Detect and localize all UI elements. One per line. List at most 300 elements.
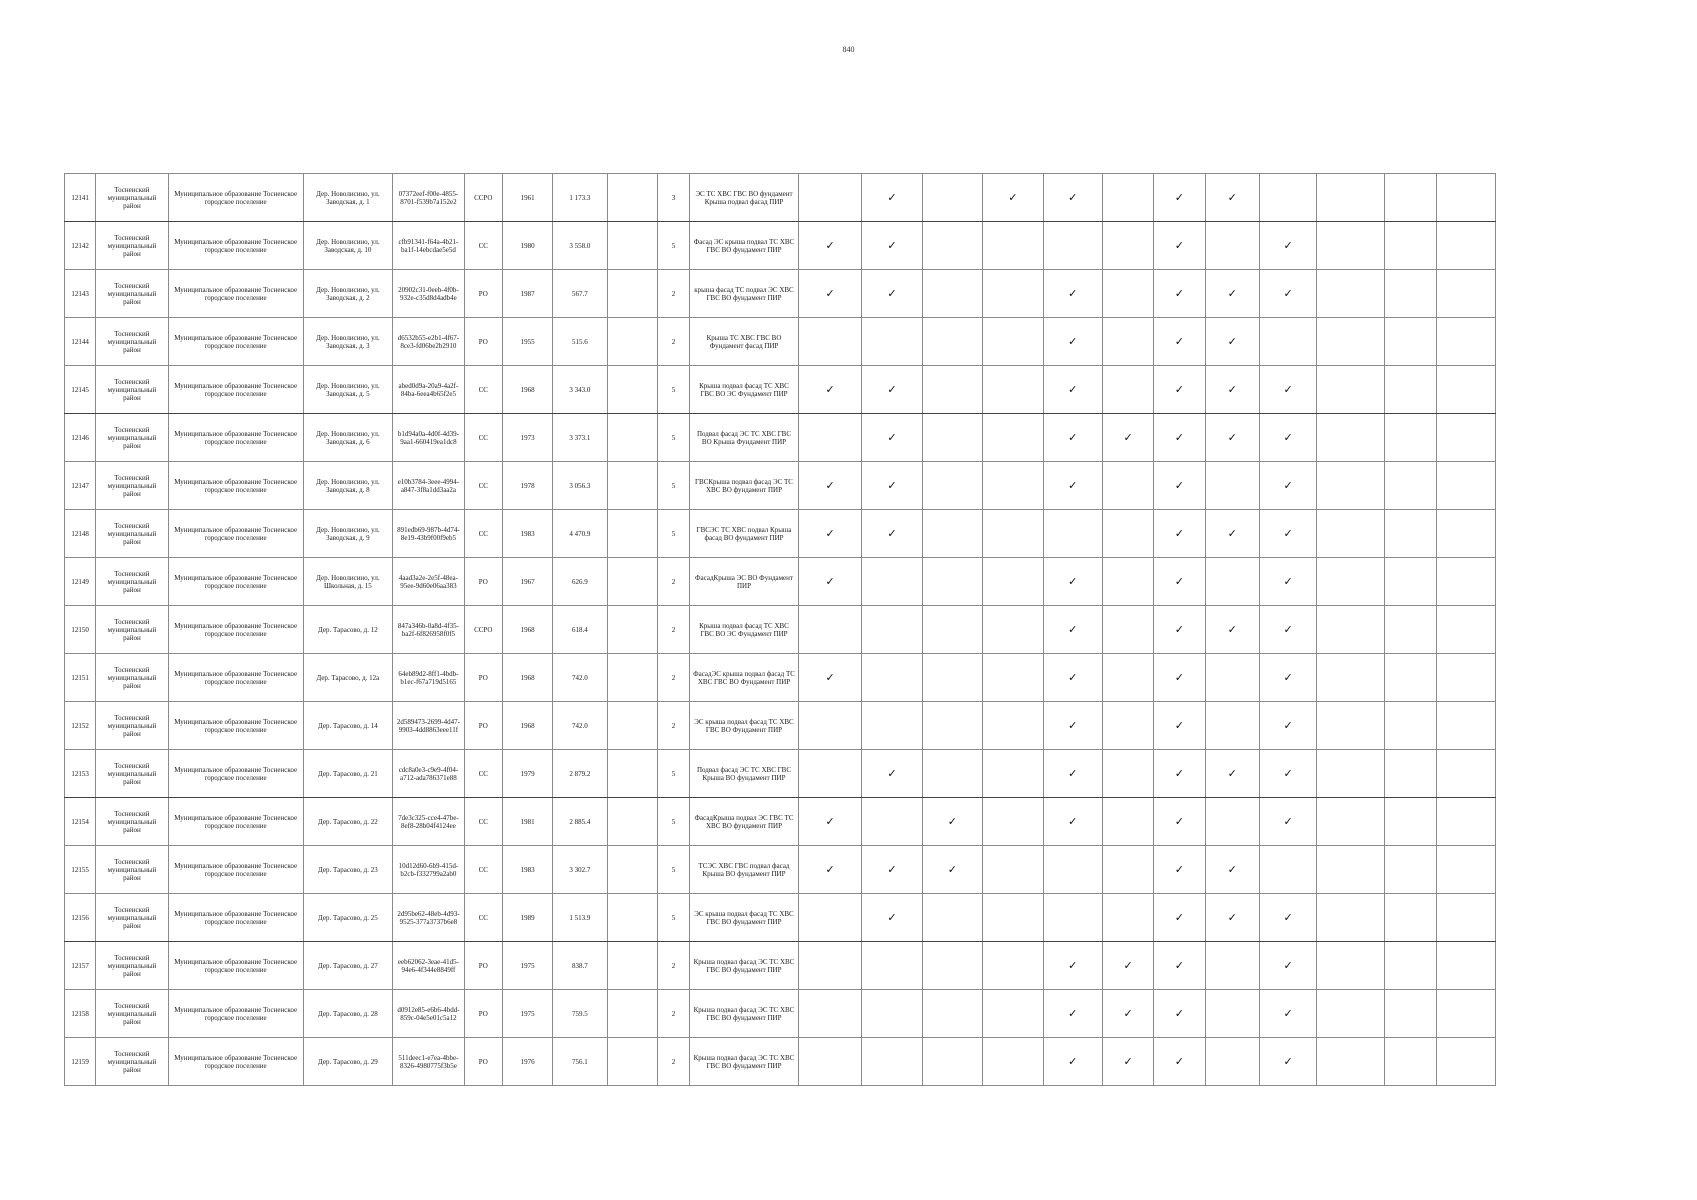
wall-material-cell: СС (464, 366, 502, 414)
table-row (65, 894, 1545, 942)
checkmark-icon: ✓ (1154, 654, 1205, 702)
row-number: 12157 (65, 942, 96, 990)
year-built-cell: 1980 (502, 222, 552, 270)
checkmark-icon: ✓ (862, 894, 922, 942)
district-cell: Тосненский муниципальный район (96, 846, 168, 894)
empty-check-cell (922, 654, 982, 702)
year-built-cell: 1981 (502, 798, 552, 846)
wall-material-cell: РО (464, 942, 502, 990)
address-cell: Дер. Тарасово, д. 28 (303, 990, 393, 1038)
empty-cell (607, 510, 657, 558)
empty-check-cell (922, 990, 982, 1038)
empty-check-cell (1205, 702, 1259, 750)
municipality-cell: Муниципальное образование Тосненское городское поселение (168, 1038, 303, 1086)
table-row (65, 462, 1545, 510)
floors-cell: 5 (657, 366, 689, 414)
empty-check-cell (798, 990, 861, 1038)
area-cell: 515.6 (553, 318, 607, 366)
table-row (65, 942, 1545, 990)
floors-cell: 2 (657, 654, 689, 702)
empty-check-cell (798, 894, 861, 942)
empty-check-cell (922, 894, 982, 942)
guid-cell: e10b3784-3eee-4994-a847-3f8a1dd3aa2a (393, 462, 464, 510)
empty-check-cell (1102, 894, 1153, 942)
empty-cell (607, 750, 657, 798)
municipality-cell: Муниципальное образование Тосненское городское поселение (168, 942, 303, 990)
empty-check-cell (1317, 990, 1384, 1038)
empty-check-cell (1384, 798, 1436, 846)
municipality-cell: Муниципальное образование Тосненское городское поселение (168, 222, 303, 270)
municipality-cell: Муниципальное образование Тосненское городское поселение (168, 654, 303, 702)
empty-check-cell (1043, 846, 1102, 894)
year-built-cell: 1979 (502, 750, 552, 798)
row-number: 12156 (65, 894, 96, 942)
empty-check-cell (1384, 174, 1436, 222)
guid-cell: 64eb89d2-8ff1-4bdb-b1ec-f67a719d5165 (393, 654, 464, 702)
empty-cell (607, 846, 657, 894)
empty-check-cell (1317, 366, 1384, 414)
table-row (65, 318, 1545, 366)
empty-check-cell (862, 654, 922, 702)
address-cell: Дер. Новолисино, ул. Школьная, д. 15 (303, 558, 393, 606)
row-number: 12146 (65, 414, 96, 462)
empty-check-cell (1102, 654, 1153, 702)
row-number: 12147 (65, 462, 96, 510)
district-cell: Тосненский муниципальный район (96, 798, 168, 846)
page-number: 840 (842, 45, 855, 54)
checkmark-icon: ✓ (983, 174, 1043, 222)
checkmark-icon: ✓ (1259, 1038, 1316, 1086)
floors-cell: 5 (657, 510, 689, 558)
district-cell: Тосненский муниципальный район (96, 654, 168, 702)
empty-check-cell (1437, 174, 1495, 222)
checkmark-icon: ✓ (1259, 654, 1316, 702)
checkmark-icon: ✓ (1154, 798, 1205, 846)
empty-check-cell (922, 318, 982, 366)
floors-cell: 2 (657, 270, 689, 318)
empty-check-cell (862, 558, 922, 606)
empty-cell (607, 894, 657, 942)
municipality-cell: Муниципальное образование Тосненское городское поселение (168, 318, 303, 366)
table-row (65, 654, 1545, 702)
wall-material-cell: СС (464, 462, 502, 510)
year-built-cell: 1968 (502, 606, 552, 654)
works-list-cell: крыша фасад ТС подвал ЭС ХВС ГВС ВО фундамент ПИР (690, 270, 799, 318)
empty-check-cell (1384, 990, 1436, 1038)
empty-check-cell (983, 270, 1043, 318)
empty-check-cell (1102, 846, 1153, 894)
checkmark-icon: ✓ (1259, 990, 1316, 1038)
checkmark-icon: ✓ (1102, 414, 1153, 462)
checkmark-icon: ✓ (1043, 942, 1102, 990)
address-cell: Дер. Новолисино, ул. Заводская, д. 2 (303, 270, 393, 318)
checkmark-icon: ✓ (1154, 318, 1205, 366)
checkmark-icon: ✓ (1043, 462, 1102, 510)
checkmark-icon: ✓ (798, 798, 861, 846)
address-cell: Дер. Новолисино, ул. Заводская, д. 1 (303, 174, 393, 222)
guid-cell: 2d95be62-48eb-4d93-9525-377a3737b6e8 (393, 894, 464, 942)
empty-check-cell (1437, 702, 1495, 750)
empty-check-cell (983, 990, 1043, 1038)
empty-check-cell (983, 606, 1043, 654)
empty-check-cell (1317, 318, 1384, 366)
municipality-cell: Муниципальное образование Тосненское городское поселение (168, 702, 303, 750)
empty-cell (607, 990, 657, 1038)
empty-check-cell (1437, 558, 1495, 606)
empty-check-cell (1437, 606, 1495, 654)
works-list-cell: ГВСЭС ТС ХВС подвал Крыша фасад ВО фундамент ПИР (690, 510, 799, 558)
year-built-cell: 1983 (502, 510, 552, 558)
year-built-cell: 1967 (502, 558, 552, 606)
checkmark-icon: ✓ (862, 222, 922, 270)
empty-check-cell (922, 702, 982, 750)
checkmark-icon: ✓ (1154, 1038, 1205, 1086)
district-cell: Тосненский муниципальный район (96, 318, 168, 366)
address-cell: Дер. Новолисино, ул. Заводская, д. 6 (303, 414, 393, 462)
empty-check-cell (1384, 414, 1436, 462)
table-row (65, 846, 1545, 894)
checkmark-icon: ✓ (1259, 942, 1316, 990)
empty-check-cell (798, 606, 861, 654)
address-cell: Дер. Тарасово, д. 22 (303, 798, 393, 846)
floors-cell: 3 (657, 174, 689, 222)
district-cell: Тосненский муниципальный район (96, 174, 168, 222)
empty-check-cell (1384, 846, 1436, 894)
empty-cell (607, 318, 657, 366)
year-built-cell: 1975 (502, 942, 552, 990)
floors-cell: 5 (657, 750, 689, 798)
checkmark-icon: ✓ (798, 846, 861, 894)
empty-check-cell (1205, 462, 1259, 510)
checkmark-icon: ✓ (1259, 894, 1316, 942)
area-cell: 838.7 (553, 942, 607, 990)
area-cell: 742.0 (553, 654, 607, 702)
row-number: 12149 (65, 558, 96, 606)
checkmark-icon: ✓ (1205, 750, 1259, 798)
row-number: 12155 (65, 846, 96, 894)
empty-check-cell (922, 510, 982, 558)
checkmark-icon: ✓ (1043, 798, 1102, 846)
empty-check-cell (1043, 510, 1102, 558)
empty-check-cell (922, 414, 982, 462)
empty-check-cell (983, 846, 1043, 894)
floors-cell: 2 (657, 990, 689, 1038)
address-cell: Дер. Тарасово, д. 21 (303, 750, 393, 798)
empty-check-cell (922, 462, 982, 510)
district-cell: Тосненский муниципальный район (96, 942, 168, 990)
wall-material-cell: СС (464, 510, 502, 558)
empty-check-cell (1384, 510, 1436, 558)
wall-material-cell: ССРО (464, 174, 502, 222)
floors-cell: 5 (657, 222, 689, 270)
checkmark-icon: ✓ (1154, 270, 1205, 318)
empty-check-cell (798, 414, 861, 462)
guid-cell: 511deec1-e7ea-4bbe-8326-4980775f3b5e (393, 1038, 464, 1086)
table-row (65, 798, 1545, 846)
guid-cell: 2d589473-2699-4d47-9903-4dd8863eee11f (393, 702, 464, 750)
empty-check-cell (1317, 846, 1384, 894)
empty-check-cell (1259, 174, 1316, 222)
empty-cell (607, 942, 657, 990)
district-cell: Тосненский муниципальный район (96, 270, 168, 318)
table-body (65, 174, 1545, 1086)
municipality-cell: Муниципальное образование Тосненское городское поселение (168, 462, 303, 510)
wall-material-cell: РО (464, 318, 502, 366)
guid-cell: cfb91341-f64a-4b21-ba1f-14ebcdae5e5d (393, 222, 464, 270)
checkmark-icon: ✓ (1205, 510, 1259, 558)
checkmark-icon: ✓ (1154, 990, 1205, 1038)
empty-check-cell (983, 558, 1043, 606)
checkmark-icon: ✓ (1154, 462, 1205, 510)
empty-check-cell (922, 942, 982, 990)
district-cell: Тосненский муниципальный район (96, 990, 168, 1038)
empty-check-cell (1205, 222, 1259, 270)
address-cell: Дер. Новолисино, ул. Заводская, д. 9 (303, 510, 393, 558)
empty-check-cell (1384, 462, 1436, 510)
empty-check-cell (1437, 510, 1495, 558)
housing-register-table (64, 173, 1545, 1086)
checkmark-icon: ✓ (1259, 462, 1316, 510)
empty-check-cell (1205, 798, 1259, 846)
floors-cell: 5 (657, 798, 689, 846)
checkmark-icon: ✓ (1154, 558, 1205, 606)
table-row (65, 1038, 1545, 1086)
checkmark-icon: ✓ (1259, 270, 1316, 318)
wall-material-cell: РО (464, 270, 502, 318)
empty-check-cell (1317, 174, 1384, 222)
empty-check-cell (1102, 270, 1153, 318)
empty-cell (607, 462, 657, 510)
empty-check-cell (1437, 318, 1495, 366)
works-list-cell: Крыша подвал фасад ЭС ТС ХВС ГВС ВО фундамент ПИР (690, 942, 799, 990)
area-cell: 4 470.9 (553, 510, 607, 558)
empty-check-cell (1384, 1038, 1436, 1086)
empty-check-cell (922, 222, 982, 270)
table-row (65, 750, 1545, 798)
checkmark-icon: ✓ (862, 366, 922, 414)
checkmark-icon: ✓ (1043, 606, 1102, 654)
empty-check-cell (983, 414, 1043, 462)
empty-check-cell (1437, 654, 1495, 702)
empty-cell (607, 174, 657, 222)
empty-check-cell (1317, 798, 1384, 846)
year-built-cell: 1978 (502, 462, 552, 510)
municipality-cell: Муниципальное образование Тосненское городское поселение (168, 750, 303, 798)
empty-check-cell (1437, 414, 1495, 462)
checkmark-icon: ✓ (1154, 942, 1205, 990)
address-cell: Дер. Новолисино, ул. Заводская, д. 3 (303, 318, 393, 366)
checkmark-icon: ✓ (1043, 318, 1102, 366)
checkmark-icon: ✓ (1043, 750, 1102, 798)
empty-check-cell (922, 366, 982, 414)
wall-material-cell: РО (464, 1038, 502, 1086)
area-cell: 618.4 (553, 606, 607, 654)
empty-check-cell (1102, 366, 1153, 414)
floors-cell: 5 (657, 414, 689, 462)
wall-material-cell: СС (464, 846, 502, 894)
empty-check-cell (1437, 894, 1495, 942)
empty-check-cell (1205, 990, 1259, 1038)
checkmark-icon: ✓ (1259, 606, 1316, 654)
checkmark-icon: ✓ (1154, 222, 1205, 270)
empty-check-cell (1437, 270, 1495, 318)
district-cell: Тосненский муниципальный район (96, 366, 168, 414)
checkmark-icon: ✓ (1205, 894, 1259, 942)
checkmark-icon: ✓ (922, 798, 982, 846)
works-list-cell: ЭС крыша подвал фасад ТС ХВС ГВС ВО Фундамент ПИР (690, 702, 799, 750)
row-number: 12144 (65, 318, 96, 366)
checkmark-icon: ✓ (1154, 606, 1205, 654)
area-cell: 3 343.0 (553, 366, 607, 414)
area-cell: 1 173.3 (553, 174, 607, 222)
guid-cell: cdc8a0e3-c9e9-4f04-a712-ada786371e88 (393, 750, 464, 798)
checkmark-icon: ✓ (798, 510, 861, 558)
empty-check-cell (1317, 606, 1384, 654)
empty-check-cell (1043, 894, 1102, 942)
address-cell: Дер. Тарасово, д. 25 (303, 894, 393, 942)
empty-check-cell (922, 558, 982, 606)
year-built-cell: 1961 (502, 174, 552, 222)
empty-check-cell (1317, 942, 1384, 990)
empty-check-cell (983, 366, 1043, 414)
wall-material-cell: РО (464, 654, 502, 702)
empty-check-cell (1317, 510, 1384, 558)
empty-check-cell (1384, 606, 1436, 654)
address-cell: Дер. Новолисино, ул. Заводская, д. 5 (303, 366, 393, 414)
checkmark-icon: ✓ (1259, 222, 1316, 270)
empty-check-cell (1102, 558, 1153, 606)
checkmark-icon: ✓ (1102, 1038, 1153, 1086)
empty-cell (607, 798, 657, 846)
municipality-cell: Муниципальное образование Тосненское городское поселение (168, 990, 303, 1038)
empty-check-cell (798, 942, 861, 990)
area-cell: 759.5 (553, 990, 607, 1038)
empty-check-cell (983, 894, 1043, 942)
floors-cell: 2 (657, 702, 689, 750)
empty-check-cell (1205, 942, 1259, 990)
district-cell: Тосненский муниципальный район (96, 510, 168, 558)
works-list-cell: ФасадЭС крыша подвал фасад ТС ХВС ГВС ВО Фундамент ПИР (690, 654, 799, 702)
municipality-cell: Муниципальное образование Тосненское городское поселение (168, 606, 303, 654)
row-number: 12154 (65, 798, 96, 846)
works-list-cell: Крыша подвал фасад ТС ХВС ГВС ВО ЭС Фундамент ПИР (690, 366, 799, 414)
row-number: 12141 (65, 174, 96, 222)
empty-cell (607, 606, 657, 654)
empty-check-cell (1102, 462, 1153, 510)
address-cell: Дер. Тарасово, д. 23 (303, 846, 393, 894)
wall-material-cell: СС (464, 894, 502, 942)
district-cell: Тосненский муниципальный район (96, 462, 168, 510)
checkmark-icon: ✓ (1205, 366, 1259, 414)
area-cell: 2 879.2 (553, 750, 607, 798)
empty-check-cell (1205, 654, 1259, 702)
area-cell: 567.7 (553, 270, 607, 318)
empty-check-cell (1384, 654, 1436, 702)
empty-check-cell (1384, 318, 1436, 366)
area-cell: 1 513.9 (553, 894, 607, 942)
empty-check-cell (1259, 318, 1316, 366)
empty-check-cell (1384, 750, 1436, 798)
guid-cell: 4aad3a2e-2e5f-48ea-95ee-9d60e06aa383 (393, 558, 464, 606)
table-row (65, 990, 1545, 1038)
checkmark-icon: ✓ (1259, 414, 1316, 462)
municipality-cell: Муниципальное образование Тосненское городское поселение (168, 270, 303, 318)
checkmark-icon: ✓ (1043, 654, 1102, 702)
row-number: 12159 (65, 1038, 96, 1086)
year-built-cell: 1987 (502, 270, 552, 318)
works-list-cell: Крыша подвал фасад ЭС ТС ХВС ГВС ВО фундамент ПИР (690, 990, 799, 1038)
checkmark-icon: ✓ (798, 462, 861, 510)
row-number: 12143 (65, 270, 96, 318)
checkmark-icon: ✓ (1043, 414, 1102, 462)
wall-material-cell: РО (464, 702, 502, 750)
row-number: 12152 (65, 702, 96, 750)
area-cell: 3 373.1 (553, 414, 607, 462)
address-cell: Дер. Новолисино, ул. Заводская, д. 8 (303, 462, 393, 510)
empty-cell (607, 654, 657, 702)
floors-cell: 2 (657, 606, 689, 654)
empty-check-cell (983, 222, 1043, 270)
checkmark-icon: ✓ (862, 510, 922, 558)
empty-check-cell (1317, 270, 1384, 318)
district-cell: Тосненский муниципальный район (96, 222, 168, 270)
year-built-cell: 1955 (502, 318, 552, 366)
empty-check-cell (798, 750, 861, 798)
empty-check-cell (1437, 1038, 1495, 1086)
table-row (65, 270, 1545, 318)
works-list-cell: Подвал фасад ЭС ТС ХВС ГВС Крыша ВО фундамент ПИР (690, 750, 799, 798)
row-number: 12153 (65, 750, 96, 798)
checkmark-icon: ✓ (1154, 750, 1205, 798)
row-number: 12142 (65, 222, 96, 270)
empty-check-cell (798, 1038, 861, 1086)
empty-check-cell (922, 1038, 982, 1086)
empty-check-cell (862, 942, 922, 990)
guid-cell: 847a346b-0a8d-4f35-ba2f-6f826958f0f5 (393, 606, 464, 654)
checkmark-icon: ✓ (1259, 510, 1316, 558)
municipality-cell: Муниципальное образование Тосненское городское поселение (168, 366, 303, 414)
empty-check-cell (983, 318, 1043, 366)
checkmark-icon: ✓ (1154, 414, 1205, 462)
year-built-cell: 1968 (502, 366, 552, 414)
empty-check-cell (862, 990, 922, 1038)
table-row (65, 222, 1545, 270)
empty-check-cell (862, 702, 922, 750)
district-cell: Тосненский муниципальный район (96, 606, 168, 654)
municipality-cell: Муниципальное образование Тосненское городское поселение (168, 798, 303, 846)
empty-check-cell (1317, 414, 1384, 462)
municipality-cell: Муниципальное образование Тосненское городское поселение (168, 510, 303, 558)
empty-check-cell (862, 1038, 922, 1086)
empty-check-cell (798, 702, 861, 750)
guid-cell: 891edb69-987b-4d74-8e19-43b9f00f9eb5 (393, 510, 464, 558)
checkmark-icon: ✓ (862, 270, 922, 318)
empty-check-cell (1043, 222, 1102, 270)
year-built-cell: 1968 (502, 654, 552, 702)
district-cell: Тосненский муниципальный район (96, 558, 168, 606)
checkmark-icon: ✓ (922, 846, 982, 894)
checkmark-icon: ✓ (798, 654, 861, 702)
empty-check-cell (1317, 558, 1384, 606)
checkmark-icon: ✓ (1154, 366, 1205, 414)
checkmark-icon: ✓ (1259, 798, 1316, 846)
empty-check-cell (1102, 174, 1153, 222)
empty-check-cell (983, 462, 1043, 510)
empty-check-cell (1102, 510, 1153, 558)
wall-material-cell: СС (464, 750, 502, 798)
guid-cell: 20902c31-0eeb-4f0b-932e-c35d8d4adb4e (393, 270, 464, 318)
checkmark-icon: ✓ (862, 462, 922, 510)
